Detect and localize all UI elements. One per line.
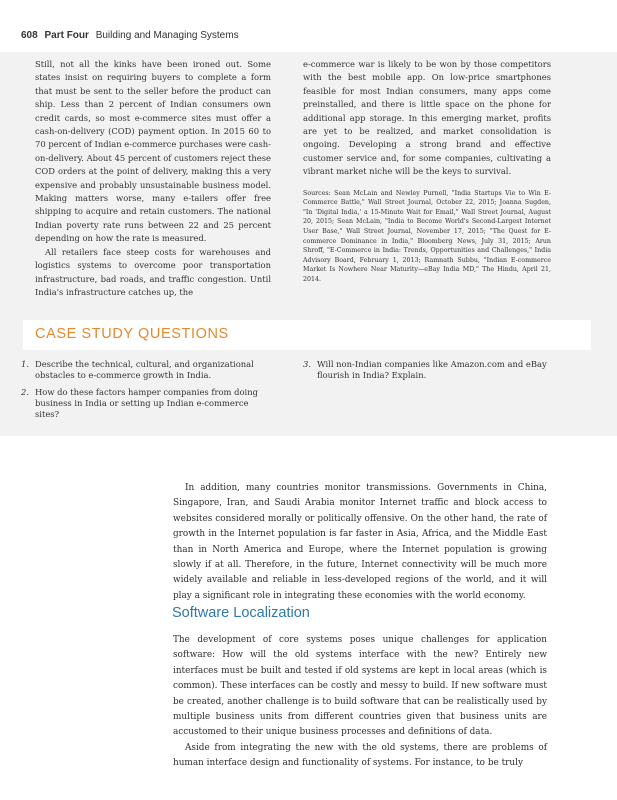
question-item	[21, 387, 271, 420]
questions-right-list	[303, 359, 553, 387]
question-number: 2.	[21, 387, 29, 397]
question-item	[21, 359, 271, 381]
question-text: How do these factors hamper companies from doing business in India or setting up Indian e-commerce sites?	[35, 387, 258, 419]
case-questions-heading: CASE STUDY QUESTIONS	[35, 326, 229, 342]
part-title: Building and Managing Systems	[95, 30, 239, 41]
body-paragraph: The development of core systems poses unique challenges for application software: How will the old systems interface with the new? Entirely new interfaces must be built and tested if old systems are kept in local areas (which is common). These interfaces can be costly and messy to build. If new software must be created, another challenge is to build software that can be realistically used by multiple business units from different countries given that business units are accustomed to their unique business processes and definitions of data.	[173, 635, 547, 738]
running-header	[21, 30, 239, 41]
case-paragraph: e-commerce war is likely to be won by those competitors with the best mobile app. On low-price smartphones feasible for most Indian consumers, many apps come preinstalled, and there is little space on the phone for additional app storage. In this emerging market, profits are yet to be realized, and market consolidation is ongoing. Developing a strong brand and effective customer service and, for some companies, cultivating a vibrant market niche will be the keys to survival.	[303, 59, 551, 177]
page-number: 608	[21, 30, 38, 41]
section-heading: Software Localization	[172, 605, 310, 621]
case-study-left-column	[35, 58, 271, 299]
body-paragraph: In addition, many countries monitor transmissions. Governments in China, Singapore, Iran, and Saudi Arabia monitor Internet traffic and block access to websites considered morally or politically offensive. On the other hand, the rate of growth in the Internet population is far faster in Asia, Africa, and the Middle East than in North America and Europe, where the Internet population is growing slowly if at all. Therefore, in the future, Internet connectivity will be much more widely available and reliable in less-developed regions of the world, and it will play a significant role in integrating these economies with the world economy.	[173, 483, 547, 601]
question-item	[303, 359, 553, 381]
body-section-2	[173, 633, 547, 772]
case-paragraph: Still, not all the kinks have been ironed out. Some states insist on requiring buyers to complete a form that must be sent to the seller before the product can ship. Less than 2 percent of Indian consumers own credit cards, so most e-commerce sites must offer a cash-on-delivery (COD) payment option. In 2015 60 to 70 percent of Indian e-commerce purchases were cash-on-delivery. About 45 percent of customers reject these COD orders at the point of delivery, making this a very expensive and probably unsustainable business model. Making matters worse, many e-tailers offer free shipping to acquire and retain customers. The national Indian poverty rate runs between 22 and 25 percent depending on how the rate is measured.	[35, 59, 271, 244]
part-label: Part Four	[44, 30, 89, 41]
question-text: Describe the technical, cultural, and organizational obstacles to e-commerce growth in India.	[35, 359, 254, 380]
question-number: 3.	[303, 359, 311, 369]
body-paragraph: Aside from integrating the new with the old systems, there are problems of human interface design and functionality of systems. For instance, to be truly	[173, 742, 547, 769]
sources-note: Sources: Sean McLain and Newley Purnell, "India Startups Vie to Win E-Commerce Battle," Wall Street Journal, October 22, 2015; Joanna Sugden, "In 'Digital India,' a 15-Minute Wait for Email," Wall Street Journal, August 20, 2015; Sean McLain, "India to Become World's Second-Largest Internet User Base," Wall Street Journal, November 17, 2015; "The Quest for E-commerce Dominance in India," Bloomberg News, July 31, 2015; Arun Shroff, "E-Commerce in India: Trends, Opportunities and Challenges," India Advisory Board, February 1, 2013; Ramnath Subbu, "Indian E-commerce Market Is Nowhere Near Maturity—eBay India MD," The Hindu, April 21, 2014.	[303, 189, 551, 283]
case-questions-banner	[23, 320, 591, 350]
question-text: Will non-Indian companies like Amazon.com and eBay flourish in India? Explain.	[317, 359, 547, 380]
case-paragraph: All retailers face steep costs for warehouses and logistics systems to overcome poor transportation infrastructure, bad roads, and traffic congestion. Until India's infrastructure catches up, the	[35, 246, 271, 297]
question-number: 1.	[21, 359, 29, 369]
case-study-right-column	[303, 58, 551, 285]
questions-left-list	[21, 359, 271, 426]
body-section-1	[173, 481, 547, 604]
